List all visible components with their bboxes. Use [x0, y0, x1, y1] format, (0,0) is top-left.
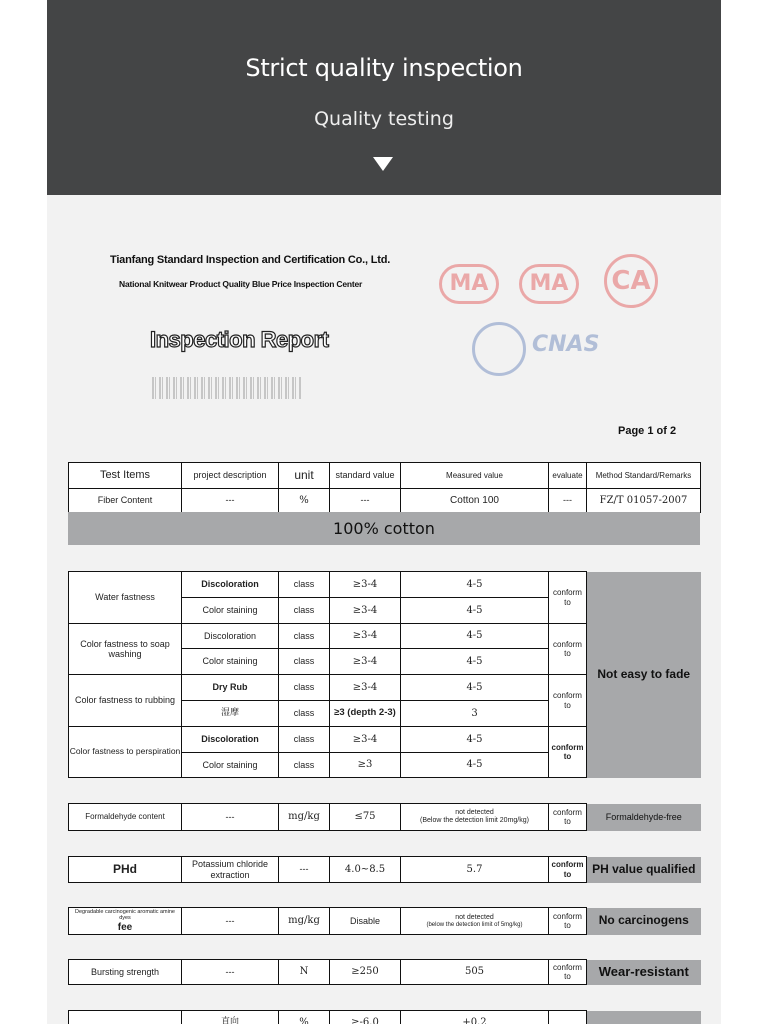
shrinkage-unit: %: [279, 1011, 330, 1024]
ph-measured: 5.7: [401, 857, 549, 883]
ph-description: Potassium chloride extraction: [182, 857, 279, 883]
ilac-seal-icon: [472, 322, 526, 376]
shrinkage-remark: [587, 1011, 701, 1024]
fastness-item: Color fastness to rubbing: [69, 675, 182, 727]
fastness-standard: ≥3-4: [330, 572, 401, 598]
formaldehyde-table: [68, 803, 701, 831]
fastness-measured: 3: [401, 701, 549, 727]
formaldehyde-evaluate: conform to: [549, 804, 587, 831]
dyes-item-line-1: Degradable carcinogenic aromatic amine dyes: [75, 908, 175, 922]
shrinkage-description: 直向: [182, 1011, 279, 1024]
fastness-unit: class: [279, 753, 330, 778]
report-header-table: [68, 462, 701, 513]
dyes-item: [69, 908, 182, 935]
bursting-item: Bursting strength: [69, 960, 182, 985]
fastness-table: [68, 571, 701, 778]
fastness-standard: ≥3 (depth 2-3): [330, 701, 401, 727]
fastness-measured: 4-5: [401, 649, 549, 675]
measured-line-2: (below the detection limit of 5mg/kg): [426, 921, 523, 928]
ph-standard: 4.0~8.5: [330, 857, 401, 883]
fastness-evaluate: conform to: [549, 727, 587, 778]
report-title: Inspection Report: [150, 327, 329, 352]
fastness-description: Color staining: [182, 753, 279, 778]
inspection-center: National Knitwear Product Quality Blue Price Inspection Center: [119, 279, 363, 289]
ph-item: PHd: [69, 857, 182, 883]
dyes-remark: No carcinogens: [587, 908, 701, 935]
fastness-item: Color fastness to perspiration: [69, 727, 182, 778]
bursting-measured: 505: [401, 960, 549, 985]
page-number: Page 1 of 2: [618, 425, 677, 437]
fastness-unit: class: [279, 675, 330, 701]
header-method: Method Standard/Remarks: [587, 463, 701, 489]
fastness-description: 湿摩: [182, 701, 279, 727]
fiber-unit: %: [279, 489, 330, 513]
measured-line-1: not detected: [455, 808, 494, 816]
dyes-measured: [401, 908, 549, 935]
fastness-measured: 4-5: [401, 572, 549, 598]
fiber-evaluate: ---: [549, 489, 587, 513]
fiber-method: FZ/T 01057-2007: [587, 489, 701, 513]
fastness-measured: 4-5: [401, 598, 549, 624]
fastness-description: Discoloration: [182, 624, 279, 649]
table-row: [69, 804, 701, 831]
fastness-standard: ≥3-4: [330, 675, 401, 701]
formaldehyde-description: ---: [182, 804, 279, 831]
dyes-table: [68, 907, 701, 935]
fastness-unit: class: [279, 572, 330, 598]
formaldehyde-measured: [401, 804, 549, 831]
ca-stamp-icon: CA: [604, 254, 658, 308]
fiber-description: ---: [182, 489, 279, 513]
dyes-evaluate: conform to: [549, 908, 587, 935]
fastness-item: Water fastness: [69, 572, 182, 624]
table-row: [69, 960, 701, 985]
fastness-measured: 4-5: [401, 624, 549, 649]
fastness-description: Discoloration: [182, 727, 279, 753]
fiber-standard: ---: [330, 489, 401, 513]
dyes-unit: mg/kg: [279, 908, 330, 935]
shrinkage-standard: ≥-6.0: [330, 1011, 401, 1024]
bursting-evaluate: conform to: [549, 960, 587, 985]
fiber-item: Fiber Content: [69, 489, 182, 513]
banner-subtitle: Quality testing: [314, 108, 454, 130]
measured-line-2: (Below the detection limit 20mg/kg): [420, 817, 529, 824]
formaldehyde-remark: Formaldehyde-free: [587, 804, 701, 831]
table-row: [69, 572, 701, 598]
ma-stamp-icon: MA: [439, 264, 499, 304]
measured-line-1: not detected: [455, 913, 494, 921]
header-unit: unit: [279, 463, 330, 489]
fastness-description: Color staining: [182, 598, 279, 624]
fastness-unit: class: [279, 649, 330, 675]
fastness-measured: 4-5: [401, 675, 549, 701]
ph-remark: PH value qualified: [587, 857, 701, 883]
ph-unit: ---: [279, 857, 330, 883]
header-test-items: Test Items: [69, 463, 182, 489]
bursting-standard: ≥250: [330, 960, 401, 985]
table-row: [69, 857, 701, 883]
header-evaluate: evaluate: [549, 463, 587, 489]
header-standard: standard value: [330, 463, 401, 489]
fastness-unit: class: [279, 624, 330, 649]
table-row: [69, 489, 701, 513]
table-row: [69, 908, 701, 935]
table-header-row: [69, 463, 701, 489]
ma-stamp-icon: MA: [519, 264, 579, 304]
fastness-standard: ≥3: [330, 753, 401, 778]
fastness-evaluate: conform to: [549, 675, 587, 727]
formaldehyde-standard: ≤75: [330, 804, 401, 831]
formaldehyde-unit: mg/kg: [279, 804, 330, 831]
header-description: project description: [182, 463, 279, 489]
bursting-unit: N: [279, 960, 330, 985]
fastness-standard: ≥3-4: [330, 624, 401, 649]
shrinkage-table: [68, 1010, 701, 1024]
cnas-logo-icon: CNAS: [532, 332, 600, 357]
formaldehyde-item: Formaldehyde content: [69, 804, 182, 831]
fastness-description: Discoloration: [182, 572, 279, 598]
header-banner: [47, 0, 721, 195]
fastness-evaluate: conform to: [549, 572, 587, 624]
fastness-description: Dry Rub: [182, 675, 279, 701]
bursting-description: ---: [182, 960, 279, 985]
shrinkage-item: [69, 1011, 182, 1024]
fastness-measured: 4-5: [401, 753, 549, 778]
down-arrow-icon: [373, 157, 393, 171]
fastness-standard: ≥3-4: [330, 598, 401, 624]
fiber-measured: Cotton 100: [401, 489, 549, 513]
barcode-icon: [152, 377, 302, 399]
fiber-summary-band: 100% cotton: [68, 512, 700, 545]
company-name: Tianfang Standard Inspection and Certification Co., Ltd.: [110, 254, 391, 266]
ph-table: [68, 856, 701, 883]
header-measured: Measured value: [401, 463, 549, 489]
fastness-standard: ≥3-4: [330, 727, 401, 753]
shrinkage-evaluate: [549, 1011, 587, 1024]
bursting-remark: Wear-resistant: [587, 960, 701, 985]
ph-evaluate: conform to: [549, 857, 587, 883]
fastness-item: Color fastness to soap washing: [69, 624, 182, 675]
fastness-measured: 4-5: [401, 727, 549, 753]
dyes-standard: Disable: [330, 908, 401, 935]
dyes-description: ---: [182, 908, 279, 935]
dyes-item-line-2: fee: [117, 921, 133, 933]
document-page: [47, 0, 721, 1024]
fastness-description: Color staining: [182, 649, 279, 675]
fastness-remark: Not easy to fade: [587, 572, 701, 778]
fastness-unit: class: [279, 701, 330, 727]
bursting-table: [68, 959, 701, 985]
fastness-unit: class: [279, 727, 330, 753]
fastness-standard: ≥3-4: [330, 649, 401, 675]
banner-title: Strict quality inspection: [245, 54, 523, 82]
fastness-unit: class: [279, 598, 330, 624]
table-row: [69, 1011, 701, 1024]
fastness-evaluate: conform to: [549, 624, 587, 675]
shrinkage-measured: +0.2: [401, 1011, 549, 1024]
